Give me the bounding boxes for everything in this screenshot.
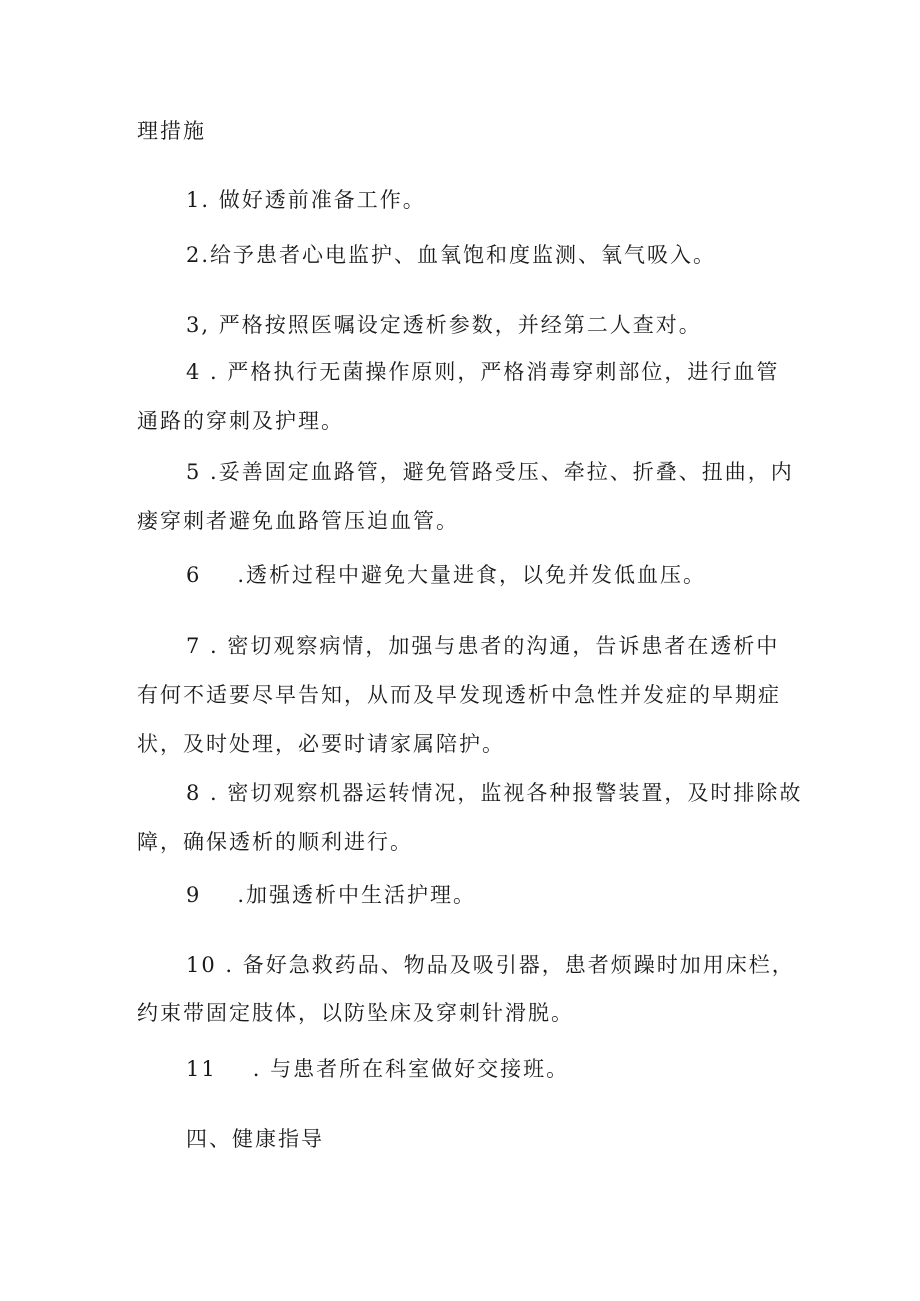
heading-fragment: 理措施 [137,119,206,143]
list-item-11 [186,1054,569,1084]
list-item-2: 2.给予患者心电监护、血氧饱和度监测、氧气吸入。 [186,243,717,267]
list-item-5-line2: 瘘穿刺者避免血路管压迫血管。 [137,509,459,533]
list-item-9-text: .加强透析中生活护理。 [237,883,477,907]
list-item-10-line1: 10 . 备好急救药品、物品及吸引器，患者烦躁时加用床栏， [186,953,795,977]
list-item-11-text: . 与患者所在科室做好交接班。 [252,1057,570,1081]
list-item-6-text: .透析过程中避免大量进食，以免并发低血压。 [237,563,707,587]
list-item-3: 3, 严格按照医嘱设定透析参数，并经第二人查对。 [186,313,702,337]
list-item-11-number: 11 [186,1057,217,1081]
list-item-9 [186,880,476,910]
list-item-6 [186,560,706,590]
list-item-7-line3: 状，及时处理，必要时请家属陪护。 [137,732,505,756]
list-item-9-number: 9 [186,883,202,907]
section-heading: 四、健康指导 [186,1127,324,1151]
list-item-4-line2: 通路的穿刺及护理。 [137,409,344,433]
list-item-1: 1. 做好透前准备工作。 [186,188,426,212]
list-item-7-line2: 有何不适要尽早告知，从而及早发现透析中急性并发症的早期症 [137,683,781,707]
list-item-6-number: 6 [186,563,202,587]
list-item-10-line2: 约束带固定肢体，以防坠床及穿刺针滑脱。 [137,1001,574,1025]
list-item-8-line2: 障，确保透析的顺利进行。 [137,830,413,854]
list-item-7-line1: 7 . 密切观察病情，加强与患者的沟通，告诉患者在透析中 [186,634,780,658]
list-item-4-line1: 4 . 严格执行无菌操作原则，严格消毒穿刺部位，进行血管 [186,360,780,384]
list-item-8-line1: 8 . 密切观察机器运转情况，监视各种报警装置，及时排除故 [186,781,803,805]
list-item-5-line1: 5 .妥善固定血路管，避免管路受压、牵拉、折叠、扭曲，内 [186,460,794,484]
